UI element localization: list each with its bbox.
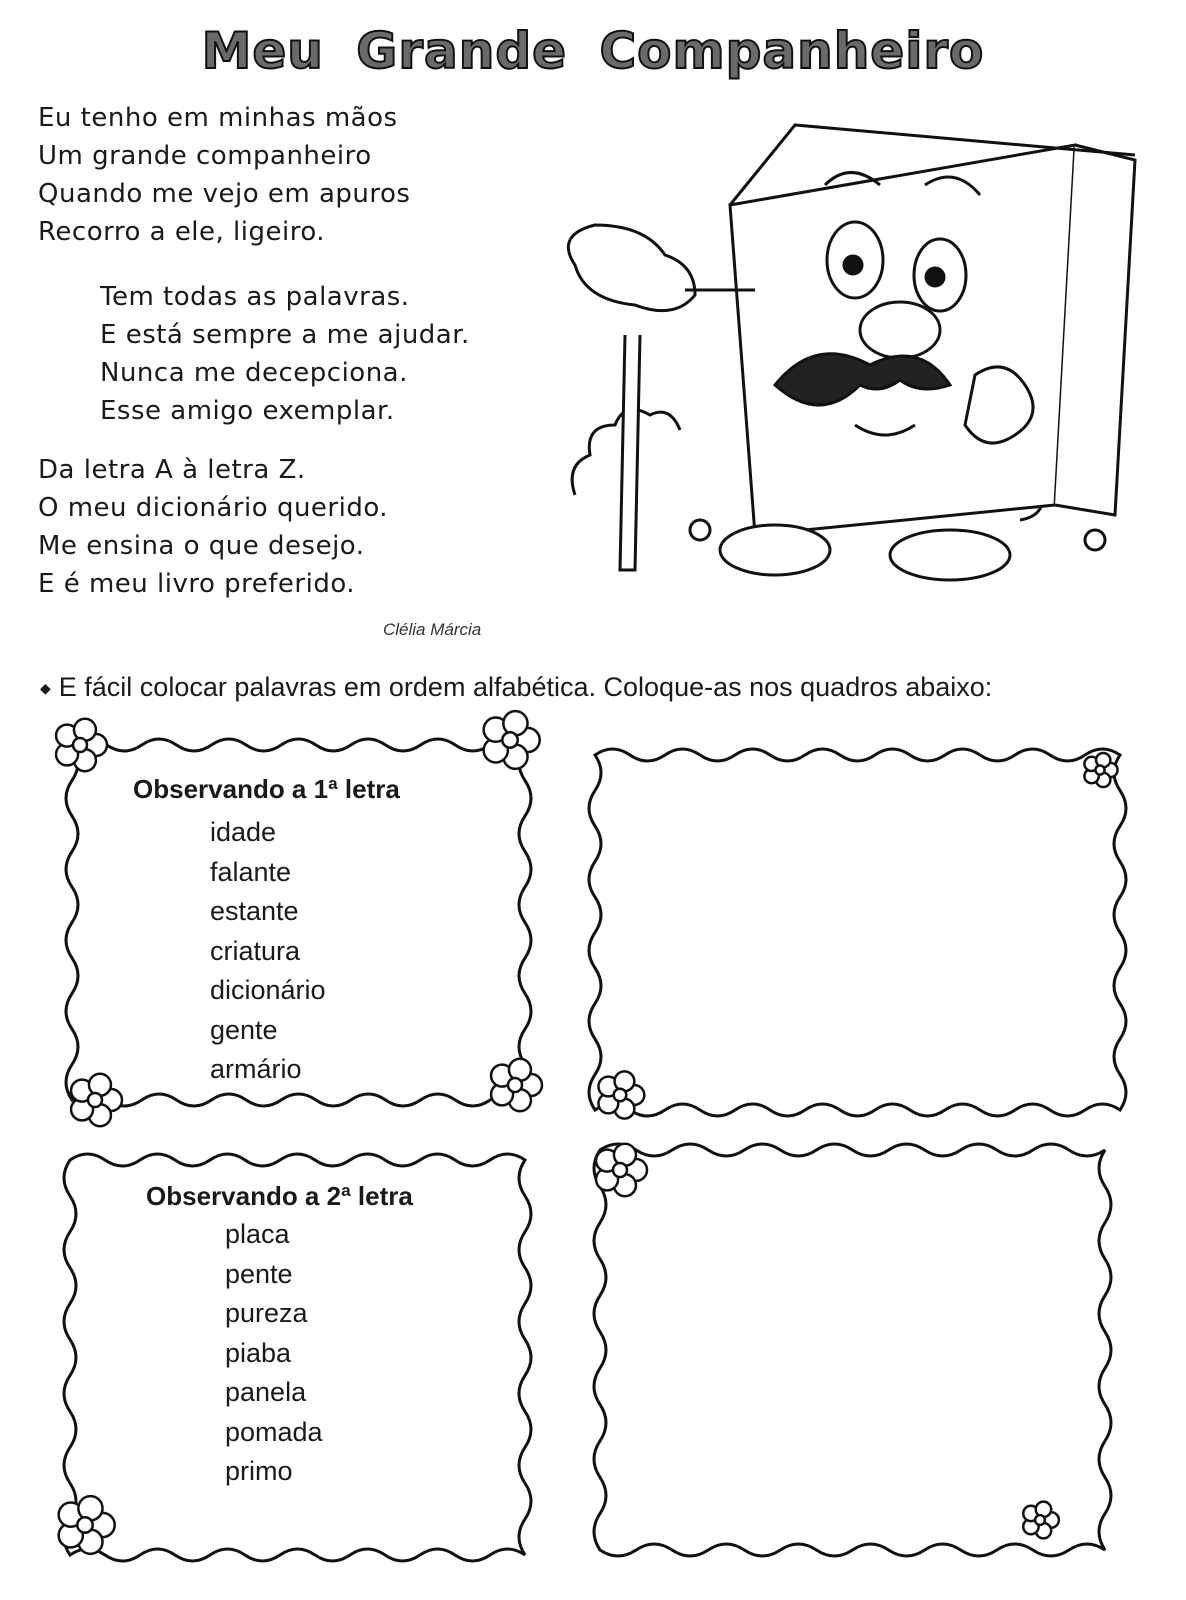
flower-center-icon bbox=[502, 732, 517, 747]
diamond-bullet-icon: ◆ bbox=[40, 680, 51, 697]
wavy-frame-4-answer bbox=[594, 1144, 1111, 1556]
flower-center-icon bbox=[508, 1078, 522, 1092]
page-title: Meu Grande Companheiro bbox=[201, 22, 985, 80]
word-item: primo bbox=[225, 1456, 293, 1486]
poem-line: Esse amigo exemplar. bbox=[100, 396, 395, 426]
word-item: armário bbox=[210, 1054, 302, 1084]
poem-author: Clélia Márcia bbox=[383, 620, 482, 639]
poem-line: Nunca me decepciona. bbox=[100, 358, 408, 388]
poem-line: Me ensina o que desejo. bbox=[38, 531, 365, 561]
word-item: pureza bbox=[225, 1298, 308, 1328]
box-1-word-list bbox=[210, 813, 326, 1090]
flower-center-icon bbox=[613, 1163, 627, 1177]
poem-line: Da letra A à letra Z. bbox=[38, 455, 306, 485]
flower-center-icon bbox=[73, 738, 87, 752]
word-item: falante bbox=[210, 856, 292, 887]
flower-center-icon bbox=[614, 1089, 627, 1102]
word-item: criatura bbox=[210, 935, 301, 966]
word-item: estante bbox=[210, 896, 299, 926]
box-2-heading: Observando a 2ª letra bbox=[146, 1181, 413, 1211]
box-2-word-list bbox=[225, 1215, 323, 1492]
flower-center-icon bbox=[1095, 765, 1104, 774]
poem-line: Recorro a ele, ligeiro. bbox=[38, 217, 326, 247]
poem-line: Um grande companheiro bbox=[38, 141, 372, 171]
flower-center-icon bbox=[77, 1517, 92, 1532]
poem-line: Tem todas as palavras. bbox=[100, 282, 410, 312]
word-item: panela bbox=[225, 1377, 307, 1407]
poem-line: E é meu livro preferido. bbox=[38, 569, 356, 599]
wavy-frame-2-answer bbox=[589, 749, 1126, 1116]
poem-line: Quando me vejo em apuros bbox=[38, 179, 411, 209]
poem-line: O meu dicionário querido. bbox=[38, 493, 389, 523]
word-item: idade bbox=[210, 817, 277, 847]
word-item: placa bbox=[225, 1219, 290, 1249]
flower-center-icon bbox=[1035, 1515, 1045, 1525]
word-item: gente bbox=[210, 1014, 278, 1045]
word-item: pente bbox=[225, 1258, 293, 1289]
flower-center-icon bbox=[88, 1093, 102, 1107]
word-item: dicionário bbox=[210, 975, 326, 1005]
instruction-label: E fácil colocar palavras em ordem alfabética. Coloque-as nos quadros abaixo: bbox=[58, 672, 993, 702]
poem-line: E está sempre a me ajudar. bbox=[100, 320, 470, 350]
word-item: piaba bbox=[225, 1337, 292, 1368]
box-1-heading: Observando a 1ª letra bbox=[133, 774, 400, 804]
poem-line: Eu tenho em minhas mãos bbox=[38, 103, 398, 133]
word-item: pomada bbox=[225, 1416, 323, 1447]
